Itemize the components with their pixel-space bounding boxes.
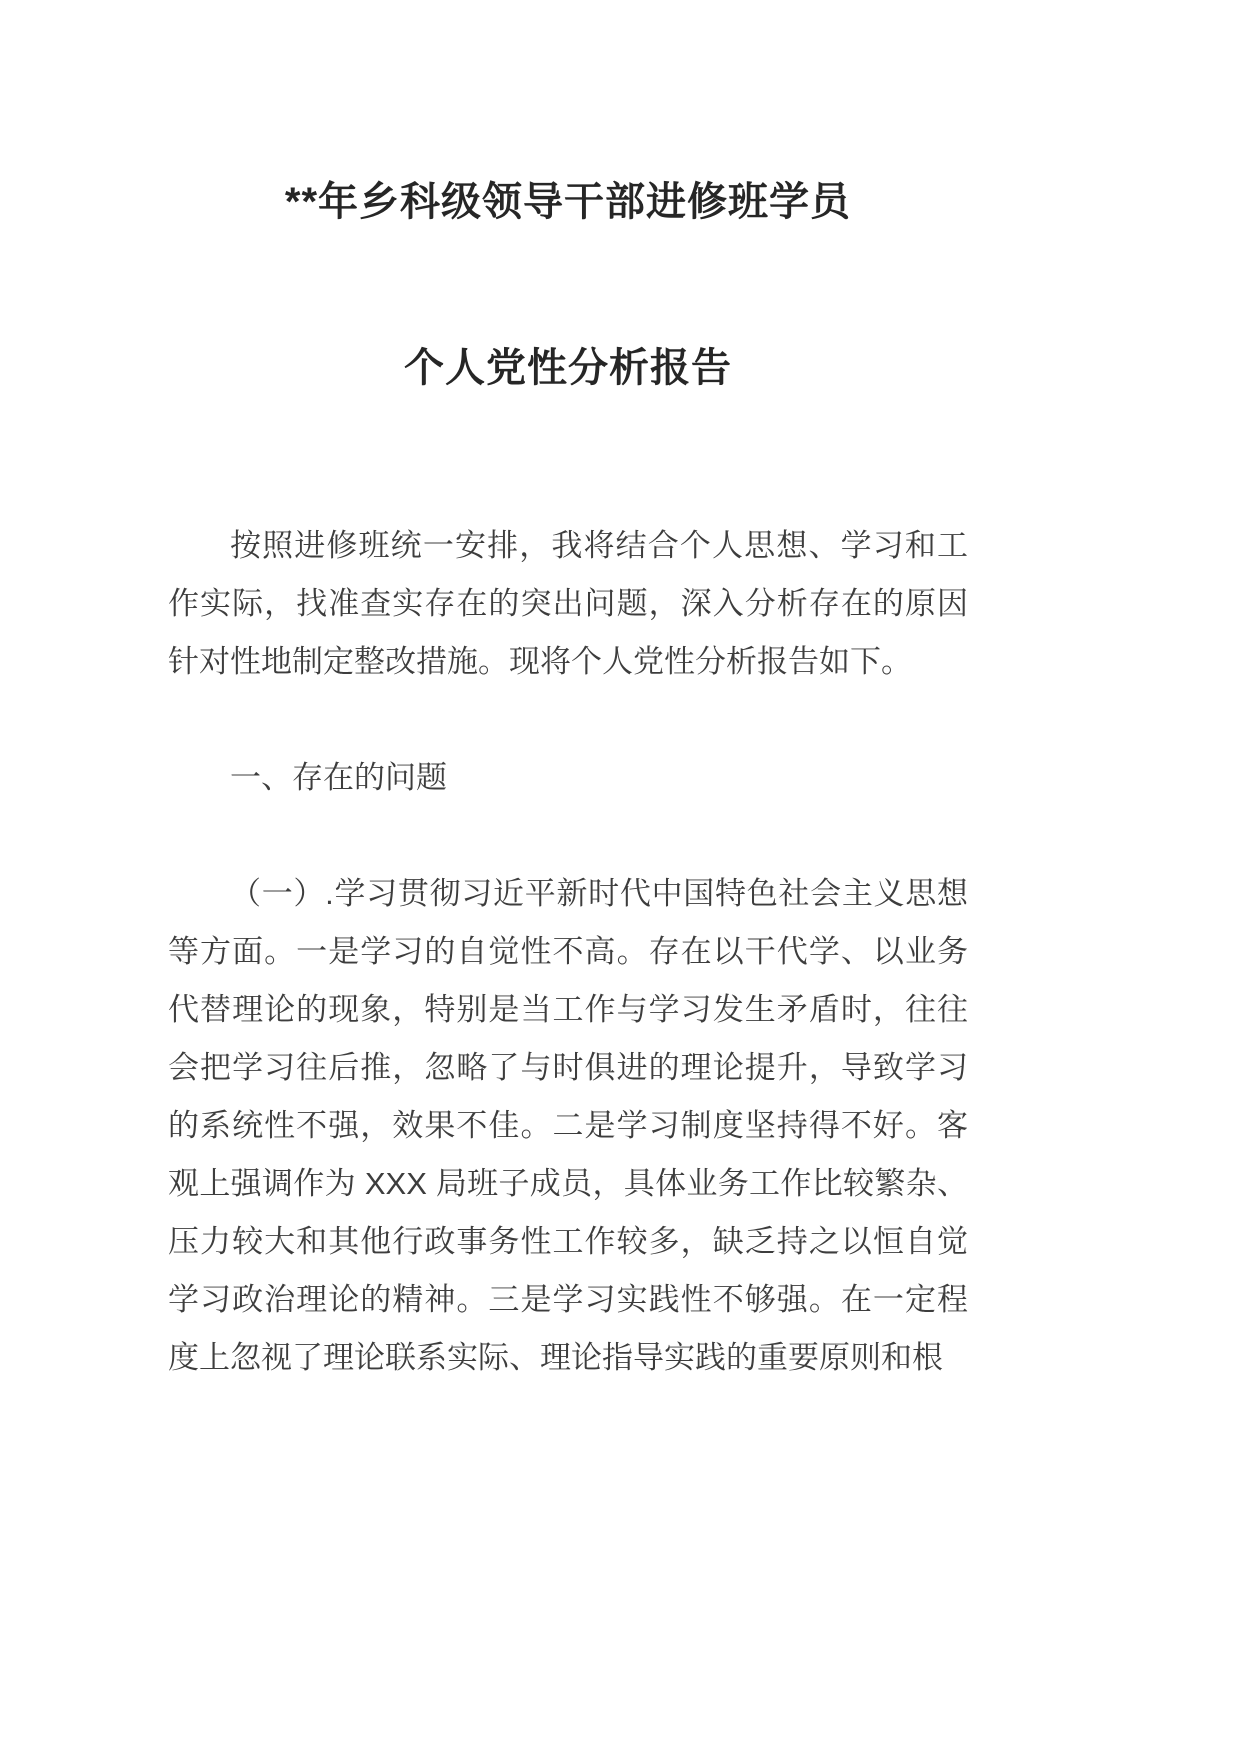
section-heading-problems: 一、存在的问题	[230, 760, 447, 795]
document-title-line-1: **年乡科级领导干部进修班学员	[284, 180, 852, 224]
paragraph-section-one: （一）.学习贯彻习近平新时代中国特色社会主义思想等方面。一是学习的自觉性不高。存在以干代学、以业务代替理论的现象，特别是当工作与学习发生矛盾时，往往会把学习往后推，忽略了与时俱进的理论提升，导致学习的系统性不强，效果不佳。二是学习制度坚持得不好。客观上强调作为 XXX 局班子成员，具体业务工作比较繁杂、压力较大和其他行政事务性工作较多，缺乏持之以恒自觉学习政治理论的精神。三是学习实践性不够强。在一定程度上忽视了理论联系实际、理论指导实践的重要原则和根	[168, 876, 968, 1375]
document-title-line-2: 个人党性分析报告	[404, 346, 732, 390]
paragraph-intro: 按照进修班统一安排，我将结合个人思想、学习和工作实际，找准查实存在的突出问题，深入分析存在的原因针对性地制定整改措施。现将个人党性分析报告如下。	[168, 528, 968, 679]
document-body	[168, 517, 968, 1387]
